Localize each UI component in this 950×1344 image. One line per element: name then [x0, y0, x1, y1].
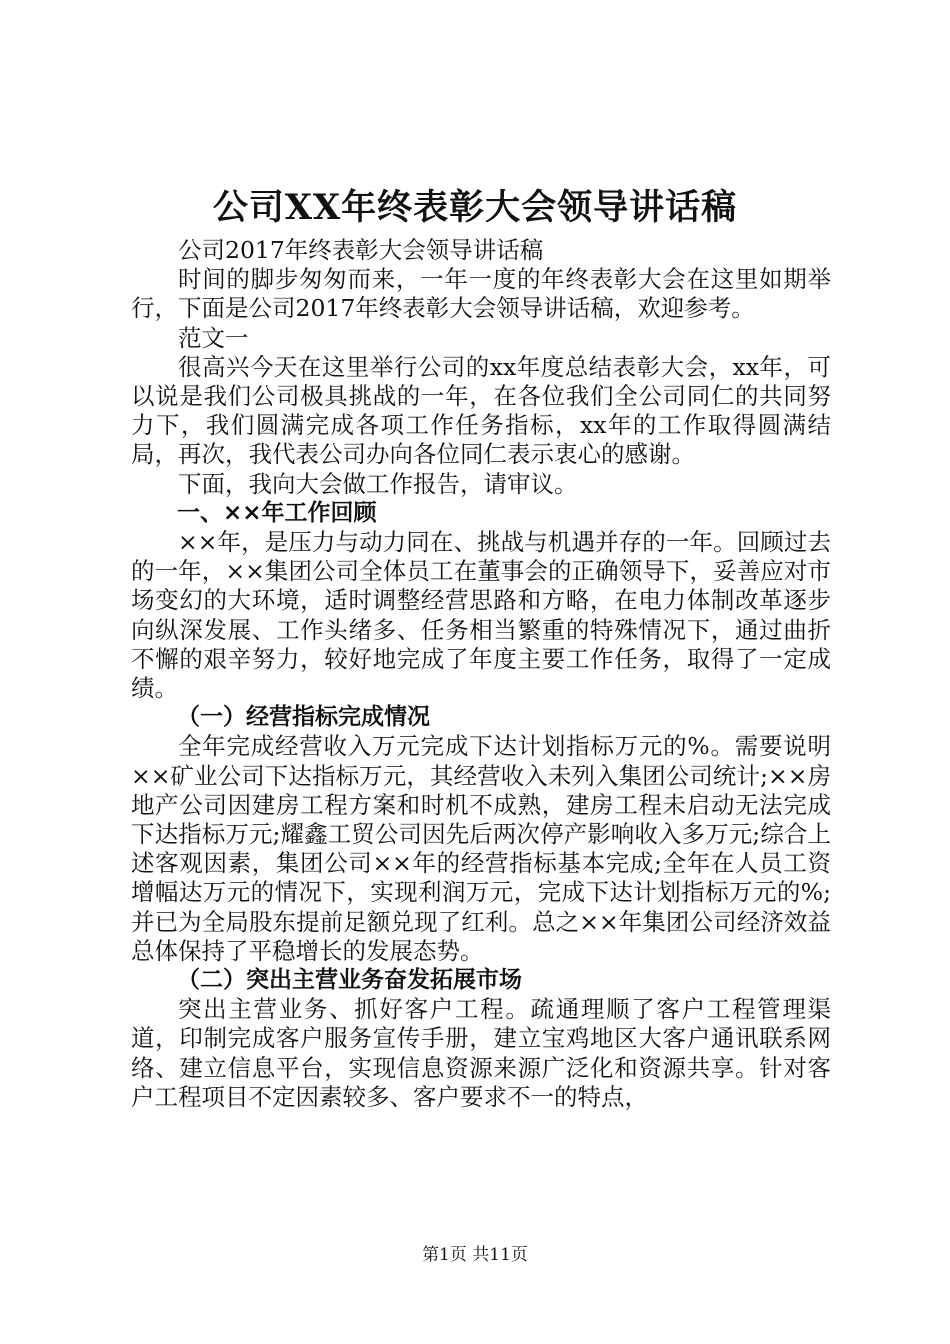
paragraph: 突出主营业务、抓好客户工程。疏通理顺了客户工程管理渠道，印制完成客户服务宣传手册，建立宝鸡地区大客户通讯联系网络、建立信息平台，实现信息资源来源广泛化和资源共享。针对客户工程项目不定因素较多、客户要求不一的特点， — [131, 995, 831, 1111]
paragraph: 公司2017年终表彰大会领导讲话稿 — [178, 236, 544, 264]
section-heading: 一、××年工作回顾 — [177, 499, 377, 526]
paragraph: ××年，是压力与动力同在、挑战与机遇并存的一年。回顾过去的一年，××集团公司全体员工在董事会的正确领导下，妥善应对市场变幻的大环境，适时调整经营思路和方略，在电力体制改革逐步向纵深发展、工作头绪多、任务相当繁重的特殊情况下，通过曲折不懈的艰辛努力，较好地完成了年度主要工作任务，取得了一定成绩。 — [131, 528, 831, 703]
page-number-footer: 第1页 共11页 — [422, 1245, 528, 1265]
paragraph: 范文一 — [178, 323, 249, 352]
document-title: 公司XX年终表彰大会领导讲话稿 — [212, 187, 738, 228]
paragraph: 时间的脚步匆匆而来，一年一度的年终表彰大会在这里如期举行，下面是公司2017年终表彰大会领导讲话稿，欢迎参考。 — [131, 265, 831, 323]
section-heading: （一）经营指标完成情况 — [177, 704, 430, 731]
paragraph: 很高兴今天在这里举行公司的xx年度总结表彰大会，xx年，可以说是我们公司极具挑战的一年，在各位我们全公司同仁的共同努力下，我们圆满完成各项工作任务指标，xx年的工作取得圆满结局，再次，我代表公司办向各位同仁表示衷心的感谢。 — [131, 352, 831, 469]
section-heading: （二）突出主营业务奋发拓展市场 — [177, 967, 522, 994]
paragraph: 全年完成经营收入万元完成下达计划指标万元的%。需要说明××矿业公司下达指标万元，其经营收入未列入集团公司统计;××房地产公司因建房工程方案和时机不成熟，建房工程未启动无法完成下达指标万元;耀鑫工贸公司因先后两次停产影响收入多万元;综合上述客观因素，集团公司××年的经营指标基本完成;全年在人员工资增幅达万元的情况下，实现利润万元，完成下达计划指标万元的%;并已为全局股东提前足额兑现了红利。总之××年集团公司经济效益总体保持了平稳增长的发展态势。 — [131, 732, 831, 965]
paragraph: 下面，我向大会做工作报告，请审议。 — [178, 469, 578, 498]
document-body — [131, 236, 831, 1112]
